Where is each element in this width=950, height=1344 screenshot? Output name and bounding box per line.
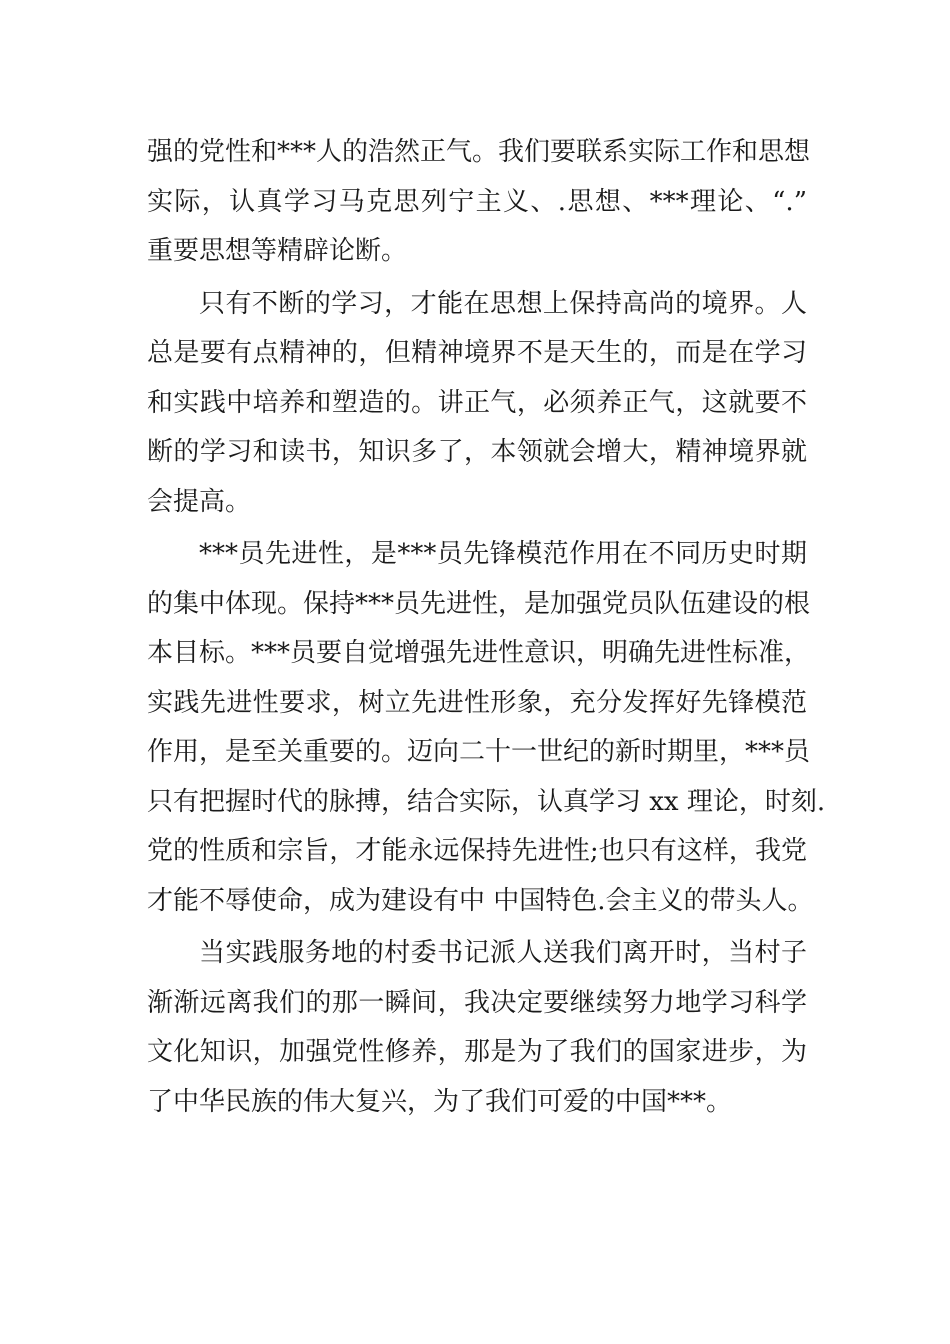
paragraph-1 <box>147 128 811 277</box>
paragraph-line: 会提高。 <box>147 486 252 517</box>
paragraph-2 <box>147 280 807 528</box>
paragraph-line: 了中华民族的伟大复兴，为了我们可爱的中国***。 <box>147 1086 733 1117</box>
paragraph-4 <box>147 929 807 1127</box>
paragraph-line: 的集中体现。保持***员先进性，是加强党员队伍建设的根 <box>147 588 811 619</box>
paragraph-line: 总是要有点精神的，但精神境界不是天生的，而是在学习 <box>147 338 807 368</box>
paragraph-line: 断的学习和读书，知识多了，本领就会增大，精神境界就 <box>147 437 807 467</box>
paragraph-line: 当实践服务地的村委书记派人送我们离开时，当村子 <box>199 938 807 968</box>
paragraph-line: ***员先进性，是***员先锋模范作用在不同历史时期 <box>199 539 807 569</box>
paragraph-line: 作用，是至关重要的。迈向二十一世纪的新时期里，***员 <box>147 737 811 767</box>
paragraph-line: 和实践中培养和塑造的。讲正气，必须养正气，这就要不 <box>147 387 807 418</box>
paragraph-line: 实际，认真学习马克思列宁主义、.思想、***理论、“.” <box>147 186 807 217</box>
paragraph-line: 强的党性和***人的浩然正气。我们要联系实际工作和思想 <box>147 137 811 167</box>
paragraph-line: 渐渐远离我们的那一瞬间，我决定要继续努力地学习科学 <box>147 987 807 1018</box>
paragraph-line: 重要思想等精辟论断。 <box>147 236 408 266</box>
paragraph-line: 只有不断的学习，才能在思想上保持高尚的境界。人 <box>199 288 807 319</box>
paragraph-line: 只有把握时代的脉搏，结合实际，认真学习 xx 理论，时刻. <box>147 786 826 817</box>
paragraph-line: 才能不辱使命，成为建设有中 中国特色.会主义的带头人。 <box>147 885 814 916</box>
paragraph-line: 本目标。***员要自觉增强先进性意识，明确先进性标准， <box>147 638 811 668</box>
paragraph-line: 党的性质和宗旨，才能永远保持先进性;也只有这样，我党 <box>147 836 807 866</box>
document-body <box>147 128 826 1127</box>
paragraph-line: 文化知识，加强党性修养，那是为了我们的国家进步，为 <box>147 1037 807 1067</box>
paragraph-3 <box>147 530 826 926</box>
paragraph-line: 实践先进性要求，树立先进性形象，充分发挥好先锋模范 <box>147 687 807 718</box>
